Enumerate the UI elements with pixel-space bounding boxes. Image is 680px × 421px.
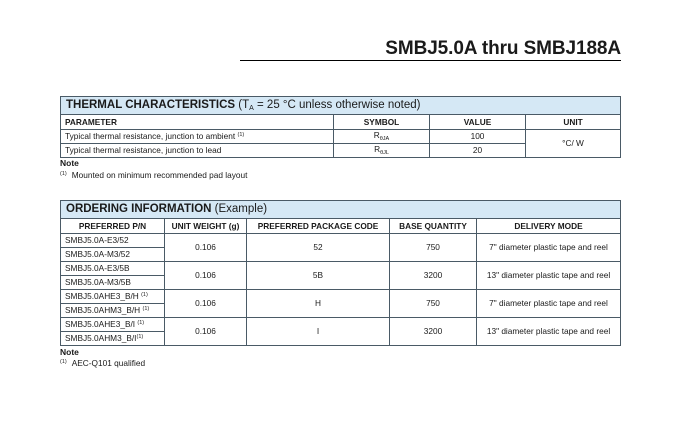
weight-cell: 0.106 — [165, 234, 247, 262]
col-header-preferred-pn: PREFERRED P/N — [61, 219, 165, 234]
delivery-cell: 13" diameter plastic tape and reel — [477, 318, 621, 346]
table-row — [61, 318, 621, 332]
ordering-caption-title: ORDERING INFORMATION — [66, 202, 212, 215]
unit-cell: °C/ W — [526, 130, 621, 158]
package-code-cell: 52 — [247, 234, 390, 262]
quantity-cell: 3200 — [390, 262, 477, 290]
thermal-note — [60, 170, 247, 180]
delivery-cell: 13" diameter plastic tape and reel — [477, 262, 621, 290]
value-cell: 100 — [430, 130, 526, 144]
weight-cell: 0.106 — [165, 290, 247, 318]
symbol-main: R — [373, 129, 380, 140]
pn-text: SMBJ5.0AHE3_B/H — [65, 291, 139, 302]
thermal-caption-pre: (T — [238, 98, 250, 111]
pn-cell — [61, 304, 165, 318]
pn-cell — [61, 318, 165, 332]
ordering-information-table — [60, 200, 621, 346]
parameter-text: Typical thermal resistance, junction to ambient — [65, 131, 236, 142]
pn-cell — [61, 290, 165, 304]
col-header-base-quantity: BASE QUANTITY — [390, 219, 477, 234]
value-cell: 20 — [430, 144, 526, 158]
thermal-caption-sub: A — [249, 104, 254, 112]
symbol-sub: θJL — [380, 149, 389, 156]
col-header-parameter: PARAMETER — [61, 115, 334, 130]
pn-cell: SMBJ5.0A-E3/5B — [61, 262, 165, 276]
quantity-cell: 3200 — [390, 318, 477, 346]
thermal-note-title: Note — [60, 158, 79, 168]
col-header-value: VALUE — [430, 115, 526, 130]
pn-text: SMBJ5.0AHE3_B/I — [65, 319, 136, 330]
pn-cell — [61, 332, 165, 346]
ordering-caption-rest: (Example) — [211, 202, 268, 215]
table-row — [61, 290, 621, 304]
package-code-cell: 5B — [247, 262, 390, 290]
footnote-marker: (1) — [141, 292, 148, 299]
document-title: SMBJ5.0A thru SMBJ188A — [385, 38, 621, 59]
delivery-cell: 7" diameter plastic tape and reel — [477, 234, 621, 262]
ordering-note — [60, 358, 145, 368]
col-header-unit-weight: UNIT WEIGHT (g) — [165, 219, 247, 234]
thermal-caption-post: = 25 °C unless otherwise noted) — [253, 98, 421, 111]
weight-cell: 0.106 — [165, 318, 247, 346]
symbol-cell — [334, 144, 430, 158]
pn-cell: SMBJ5.0A-M3/5B — [61, 276, 165, 290]
col-header-symbol: SYMBOL — [334, 115, 430, 130]
thermal-characteristics-table — [60, 96, 621, 158]
parameter-cell — [61, 130, 334, 144]
title-rule — [240, 60, 621, 61]
quantity-cell: 750 — [390, 234, 477, 262]
package-code-cell: I — [247, 318, 390, 346]
pn-text: SMBJ5.0AHM3_B/I — [65, 333, 137, 344]
col-header-delivery-mode: DELIVERY MODE — [477, 219, 621, 234]
symbol-cell — [334, 130, 430, 144]
footnote-marker: (1) — [137, 320, 145, 327]
thermal-caption-title: THERMAL CHARACTERISTICS — [66, 98, 236, 111]
quantity-cell: 750 — [390, 290, 477, 318]
footnote-marker: (1) — [237, 132, 245, 139]
footnote-marker: (1) — [136, 334, 144, 341]
parameter-cell: Typical thermal resistance, junction to lead — [61, 144, 334, 158]
pn-cell: SMBJ5.0A-M3/52 — [61, 248, 165, 262]
weight-cell: 0.106 — [165, 262, 247, 290]
symbol-sub: θJA — [379, 135, 390, 142]
col-header-unit: UNIT — [526, 115, 621, 130]
thermal-caption — [61, 97, 621, 115]
pn-text: SMBJ5.0AHM3_B/H — [65, 305, 141, 316]
ordering-caption — [61, 201, 621, 219]
note-text: AEC-Q101 qualified — [71, 358, 146, 368]
note-marker: (1) — [60, 359, 67, 365]
footnote-marker: (1) — [142, 306, 150, 313]
table-row — [61, 262, 621, 276]
note-text: Mounted on minimum recommended pad layout — [71, 170, 248, 180]
symbol-main: R — [374, 143, 381, 154]
delivery-cell: 7" diameter plastic tape and reel — [477, 290, 621, 318]
col-header-package-code: PREFERRED PACKAGE CODE — [247, 219, 390, 234]
ordering-note-title: Note — [60, 347, 79, 357]
table-row — [61, 234, 621, 248]
package-code-cell: H — [247, 290, 390, 318]
table-row — [61, 130, 621, 144]
note-marker: (1) — [60, 171, 67, 177]
pn-cell: SMBJ5.0A-E3/52 — [61, 234, 165, 248]
